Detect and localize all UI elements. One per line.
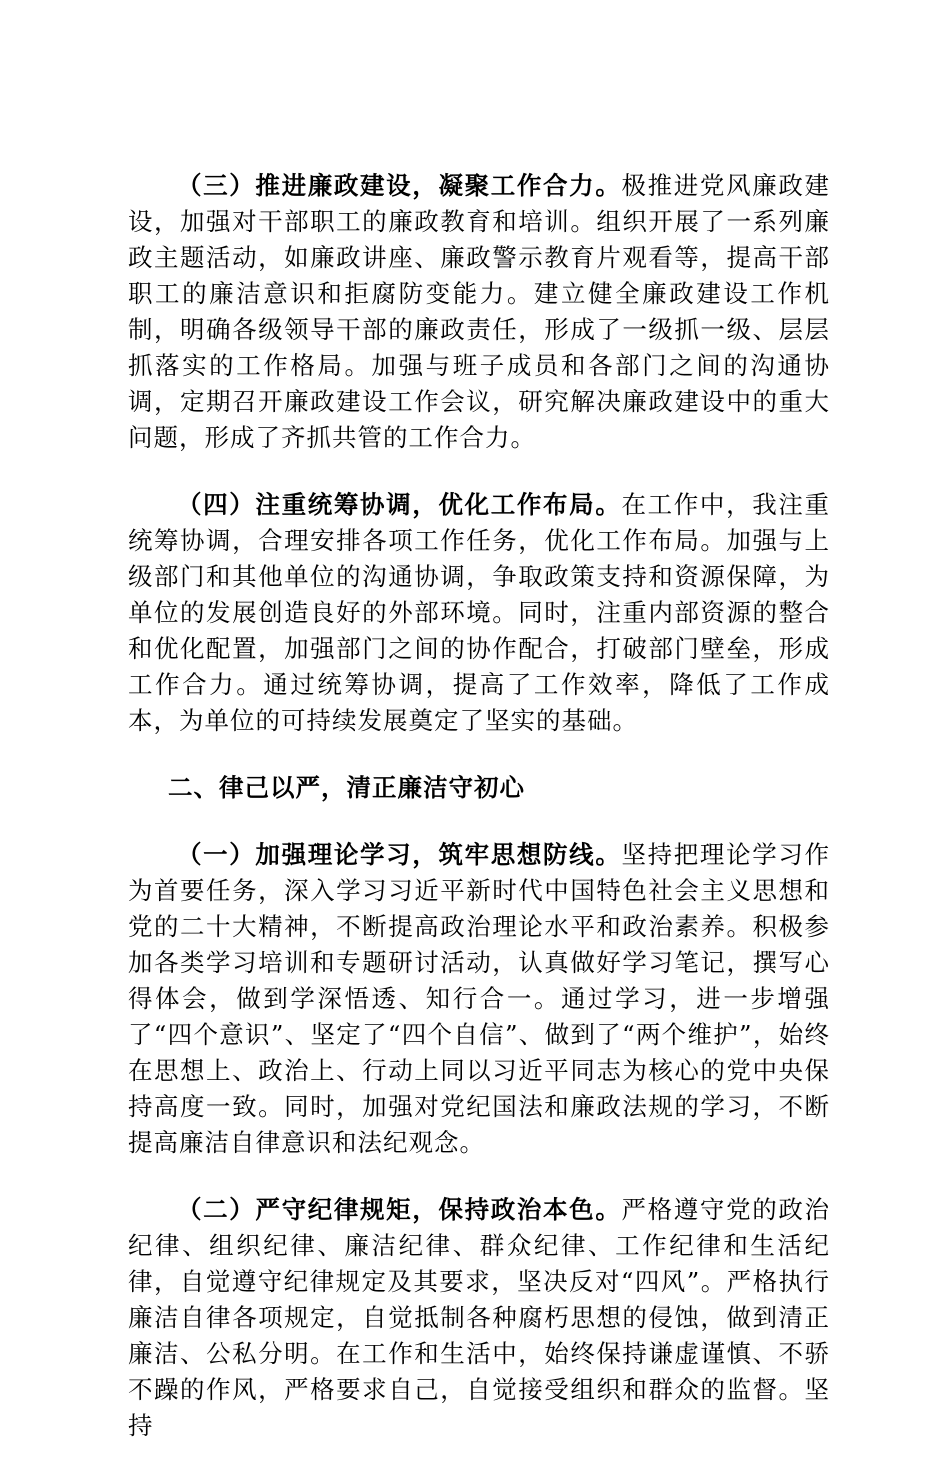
paragraph-body: 坚持把理论学习作为首要任务，深入学习习近平新时代中国特色社会主义思想和党的二十大精神，不断提高政治理论水平和政治素养。积极参加各类学习培训和专题研讨活动，认真做好学习笔记，撰写心得体会，做到学深悟透、知行合一。通过学习，进一步增强了“四个意识”、坚定了“四个自信”、做到了“两个维护”，始终在思想上、政治上、行动上同以习近平同志为核心的党中央保持高度一致。同时，加强对党纪国法和廉政法规的学习，不断提高廉洁自律意识和法纪观念。 — [128, 840, 831, 1157]
paragraph-body: 严格遵守党的政治纪律、组织纪律、廉洁纪律、群众纪律、工作纪律和生活纪律，自觉遵守纪律规定及其要求，坚决反对“四风”。严格执行廉洁自律各项规定，自觉抵制各种腐朽思想的侵蚀，做到清正廉洁、公私分明。在工作和生活中，始终保持谦虚谨慎、不骄不躁的作风，严格要求自己，自觉接受组织和群众的监督。坚持 — [128, 1195, 831, 1440]
paragraph-lead: （一）加强理论学习，筑牢思想防线。 — [177, 840, 622, 869]
paragraph-promote-integrity — [128, 168, 830, 456]
paragraph-coordination — [128, 487, 830, 739]
document-page — [128, 168, 830, 1475]
paragraph-body: 极推进党风廉政建设，加强对干部职工的廉政教育和培训。组织开展了一系列廉政主题活动，如廉政讲座、廉政警示教育片观看等，提高干部职工的廉洁意识和拒腐防变能力。建立健全廉政建设工作机制，明确各级领导干部的廉政责任，形成了一级抓一级、层层抓落实的工作格局。加强与班子成员和各部门之间的沟通协调，定期召开廉政建设工作会议，研究解决廉政建设中的重大问题，形成了齐抓共管的工作合力。 — [128, 171, 831, 452]
paragraph-lead: （四）注重统筹协调，优化工作布局。 — [177, 490, 622, 519]
paragraph-discipline — [128, 1192, 830, 1444]
paragraph-theory-study — [128, 837, 830, 1161]
paragraph-lead: （二）严守纪律规矩，保持政治本色。 — [177, 1195, 622, 1224]
section-heading: 二、律己以严，清正廉洁守初心 — [168, 773, 525, 802]
paragraph-lead: （三）推进廉政建设，凝聚工作合力。 — [177, 171, 622, 200]
paragraph-body: 在工作中，我注重统筹协调，合理安排各项工作任务，优化工作布局。加强与上级部门和其他单位的沟通协调，争取政策支持和资源保障，为单位的发展创造良好的外部环境。同时，注重内部资源的整合和优化配置，加强部门之间的协作配合，打破部门壁垒，形成工作合力。通过统筹协调，提高了工作效率，降低了工作成本，为单位的可持续发展奠定了坚实的基础。 — [128, 490, 831, 735]
